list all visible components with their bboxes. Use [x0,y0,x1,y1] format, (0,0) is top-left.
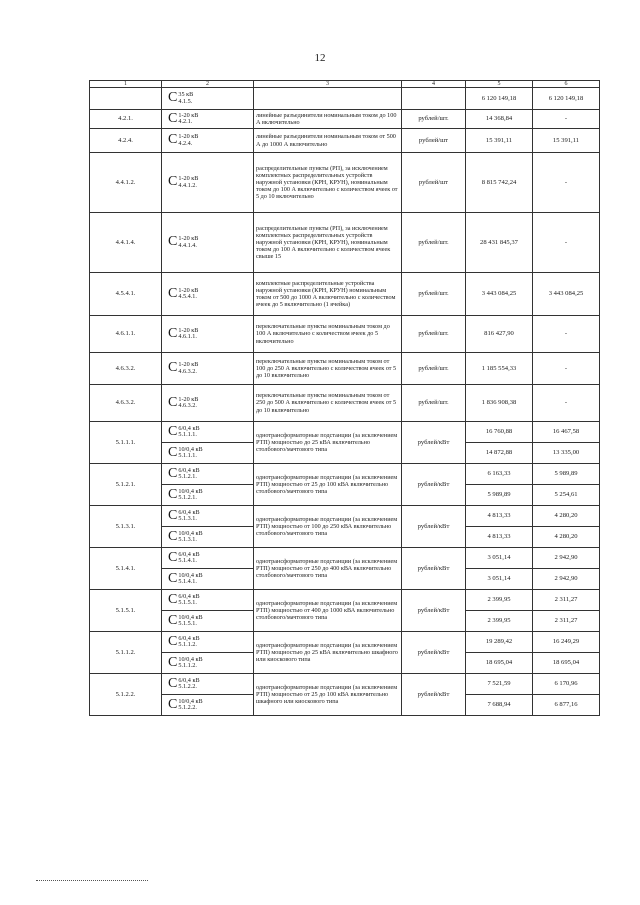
code-indices [178,636,199,649]
code-cell [162,632,254,653]
code-voltage: 6/0,4 кВ [178,676,200,684]
value-col6-cell: 2 942,90 [533,569,600,590]
code-cell [162,611,254,632]
unit-cell: рублей/шт. [402,385,466,422]
code-indices [178,176,198,189]
header-cell: 2 [162,81,254,88]
row-number-cell: 5.1.2.1. [90,464,162,506]
code-cell [162,316,254,353]
value-col5-cell: 14 872,88 [466,443,533,464]
code-subscript: 4.2.1. [178,118,193,125]
description-cell: распределительные пункты (РП), за исключением комплектных распределительных устройств наружной установки (КРН, КРУН), номинальным током до 100 А включительно с количеством ячеек свыше 15 [254,213,402,273]
code-cell [162,653,254,674]
value-col6-cell: 4 280,20 [533,506,600,527]
code-voltage: 6/0,4 кВ [178,550,200,558]
code-letter: C [168,444,178,460]
code-voltage: 6/0,4 кВ [178,424,200,432]
code-cell [162,273,254,316]
code-subscript: 5.1.1.2. [178,641,197,648]
unit-cell: рублей/шт. [402,273,466,316]
value-col5-cell: 18 695,04 [466,653,533,674]
row-number-cell: 4.2.4. [90,129,162,153]
footer-divider [36,880,148,881]
unit-cell: рублей/кВт [402,506,466,548]
code-subscript: 5.1.4.1. [178,578,197,585]
unit-cell: рублей/шт. [402,353,466,385]
table-row [90,273,600,316]
unit-cell: рублей/кВт [402,548,466,590]
code-cell [162,590,254,611]
code-voltage: 1-20 кВ [178,395,199,403]
unit-cell: рублей/шт. [402,110,466,129]
unit-cell: рублей/шт. [402,213,466,273]
code-letter: C [168,507,178,523]
code-letter: C [168,570,178,586]
code-indices [178,134,198,147]
code-indices [178,489,202,502]
code-subscript: 5.1.5.1. [178,599,197,606]
value-col5-cell: 6 163,33 [466,464,533,485]
code-cell [162,353,254,385]
row-number-cell: 5.1.4.1. [90,548,162,590]
unit-cell: рублей/шт [402,129,466,153]
value-col5-cell: 7 688,94 [466,695,533,716]
table-row [90,110,600,129]
unit-cell: рублей/кВт [402,632,466,674]
code-subscript: 4.4.1.4. [178,241,197,249]
code-letter: C [168,591,178,607]
row-number-cell: 5.1.1.2. [90,632,162,674]
value-col6-cell: - [533,153,600,213]
table-row [90,548,600,569]
value-col5-cell: 16 760,88 [466,422,533,443]
value-col6-cell: 6 170,96 [533,674,600,695]
description-cell: однотрансформаторные подстанции (за исключением РТП) мощностью до 25 кВА включительно столбового/мачтового типа [254,422,402,464]
code-letter: C [168,423,178,439]
row-number-cell: 4.6.3.2. [90,353,162,385]
description-cell: переключательные пункты номинальным током от 250 до 500 А включительно с количеством ячеек от 5 до 10 включительно [254,385,402,422]
unit-cell: рублей/кВт [402,422,466,464]
value-col6-cell: 6 120 149,18 [533,88,600,110]
code-subscript: 5.1.1.1. [178,431,197,438]
value-col5-cell: 2 399,95 [466,590,533,611]
code-letter: C [168,174,178,190]
unit-cell: рублей/кВт [402,464,466,506]
code-voltage: 10/0,4 кВ [178,529,203,537]
row-number-cell [90,88,162,110]
code-subscript: 4.2.4. [178,139,193,147]
description-cell: комплектные распределительные устройства наружной установки (КРН, КРУН) номинальным током от 500 до 1000 А включительно с количеством ячеек до 5 включительно (1 ячейка) [254,273,402,316]
value-col5-cell: 4 813,33 [466,506,533,527]
code-subscript: 4.6.1.1. [178,333,197,340]
unit-cell: рублей/кВт [402,590,466,632]
row-number-cell: 5.1.2.2. [90,674,162,716]
table-row [90,353,600,385]
row-number-cell: 4.6.3.2. [90,385,162,422]
code-voltage: 10/0,4 кВ [178,655,203,663]
unit-cell: рублей/шт [402,153,466,213]
code-voltage: 1-20 кВ [178,133,199,140]
value-col5-cell: 816 427,90 [466,316,533,353]
unit-cell: рублей/кВт [402,674,466,716]
description-cell [254,88,402,110]
code-cell [162,88,254,110]
value-col6-cell: 3 443 084,25 [533,273,600,316]
description-cell: однотрансформаторные подстанции (за исключением РТП) мощностью от 25 до 100 кВА включительно шкафного или киоскового типа [254,674,402,716]
code-subscript: 5.1.2.1. [178,473,197,480]
table-row [90,464,600,485]
code-subscript: 5.1.3.1. [178,536,197,543]
row-number-cell: 5.1.3.1. [90,506,162,548]
value-col5-cell: 8 815 742,24 [466,153,533,213]
code-cell [162,213,254,273]
table-row [90,422,600,443]
table-row [90,88,600,110]
header-cell: 6 [533,81,600,88]
value-col6-cell: - [533,353,600,385]
header-cell: 5 [466,81,533,88]
code-cell [162,674,254,695]
description-cell: однотрансформаторные подстанции (за исключением РТП) мощностью от 400 до 1000 кВА включительно столбового/мачтового типа [254,590,402,632]
code-indices [178,699,202,712]
code-letter: C [168,633,178,649]
code-voltage: 6/0,4 кВ [178,634,200,642]
code-cell [162,485,254,506]
description-cell: линейные разъединители номинальным током от 500 А до 1000 А включительно [254,129,402,153]
code-indices [178,113,198,126]
value-col6-cell: 6 877,16 [533,695,600,716]
code-voltage: 10/0,4 кВ [178,571,203,579]
value-col6-cell: 2 311,27 [533,590,600,611]
code-indices [178,468,199,481]
code-cell [162,422,254,443]
value-col5-cell: 1 836 908,38 [466,385,533,422]
value-col6-cell: 16 249,29 [533,632,600,653]
table-row [90,632,600,653]
code-cell [162,506,254,527]
code-letter: C [168,360,178,376]
code-voltage: 6/0,4 кВ [178,466,200,474]
code-cell [162,569,254,590]
code-cell [162,153,254,213]
code-voltage: 10/0,4 кВ [178,697,203,705]
code-indices [178,531,202,544]
header-cell: 3 [254,81,402,88]
code-subscript: 5.1.2.2. [178,704,197,711]
value-col6-cell: - [533,316,600,353]
value-col5-cell: 15 391,11 [466,129,533,153]
code-indices [178,510,199,523]
code-voltage: 10/0,4 кВ [178,445,203,453]
value-col5-cell: 28 431 845,37 [466,213,533,273]
code-voltage: 1-20 кВ [178,111,199,119]
code-subscript: 5.1.2.2. [178,683,197,690]
value-col6-cell: 5 989,89 [533,464,600,485]
code-subscript: 4.4.1.2. [178,181,197,189]
code-indices [178,552,199,565]
table-row [90,506,600,527]
value-col5-cell: 14 368,84 [466,110,533,129]
code-subscript: 4.6.3.2. [178,402,197,409]
value-col6-cell: - [533,213,600,273]
code-letter: C [168,394,178,410]
value-col6-cell: 4 280,20 [533,527,600,548]
code-subscript: 4.6.3.2. [178,367,197,375]
code-letter: C [168,696,178,712]
code-voltage: 1-20 кВ [178,361,199,368]
value-col6-cell: 5 254,61 [533,485,600,506]
code-subscript: 5.1.5.1. [178,620,197,627]
header-cell: 4 [402,81,466,88]
code-voltage: 1-20 кВ [178,235,199,242]
row-number-cell: 4.4.1.4. [90,213,162,273]
table-row [90,129,600,153]
table-row [90,213,600,273]
value-col6-cell: - [533,385,600,422]
row-number-cell: 4.6.1.1. [90,316,162,353]
value-col5-cell: 7 521,59 [466,674,533,695]
value-col5-cell: 5 989,89 [466,485,533,506]
code-letter: C [168,486,178,502]
code-letter: C [168,90,178,106]
code-voltage: 10/0,4 кВ [178,487,203,495]
value-col6-cell: 13 335,00 [533,443,600,464]
value-col5-cell: 3 443 084,25 [466,273,533,316]
code-cell [162,695,254,716]
description-cell: линейные разъединители номинальным током до 100 А включительно [254,110,402,129]
value-col5-cell: 19 289,42 [466,632,533,653]
code-letter: C [168,325,178,341]
code-subscript: 4.1.5. [178,97,193,105]
code-cell [162,527,254,548]
header-cell: 1 [90,81,162,88]
code-voltage: 10/0,4 кВ [178,613,203,621]
code-indices [178,328,198,341]
code-indices [178,447,202,460]
code-letter: C [168,528,178,544]
row-number-cell: 5.1.5.1. [90,590,162,632]
code-indices [178,678,199,691]
value-col6-cell: 15 391,11 [533,129,600,153]
code-letter: C [168,110,178,126]
row-number-cell: 4.2.1. [90,110,162,129]
table-row [90,674,600,695]
code-voltage: 1-20 кВ [178,286,199,294]
description-cell: распределительные пункты (РП), за исключением комплектных распределительных устройств наружной установки (КРН, КРУН), номинальным током до 100 А включительно с количеством ячеек от 5 до 10 включительно [254,153,402,213]
code-letter: C [168,234,178,250]
row-number-cell: 4.5.4.1. [90,273,162,316]
code-voltage: 6/0,4 кВ [178,508,200,516]
code-subscript: 5.1.4.1. [178,557,197,564]
code-cell [162,385,254,422]
code-voltage: 1-20 кВ [178,326,199,334]
code-indices [178,615,202,628]
code-indices [178,657,202,670]
page-number: 12 [314,52,326,64]
code-indices [178,236,198,249]
value-col5-cell: 4 813,33 [466,527,533,548]
code-indices [178,362,198,375]
code-letter: C [168,132,178,148]
code-cell [162,464,254,485]
code-cell [162,443,254,464]
code-indices [178,594,199,607]
code-letter: C [168,549,178,565]
value-col6-cell: 2 942,90 [533,548,600,569]
value-col6-cell: 2 311,27 [533,611,600,632]
code-indices [178,288,198,301]
description-cell: переключательные пункты номинальным током от 100 до 250 А включительно с количеством ячеек от 5 до 10 включительно [254,353,402,385]
code-cell [162,129,254,153]
code-cell [162,548,254,569]
code-letter: C [168,285,178,301]
tariff-table-body [90,81,600,716]
code-indices [178,92,193,105]
description-cell: однотрансформаторные подстанции (за исключением РТП) мощностью до 25 кВА включительно шкафного или киоскового типа [254,632,402,674]
description-cell: однотрансформаторные подстанции (за исключением РТП) мощностью от 250 до 400 кВА включительно столбового/мачтового типа [254,548,402,590]
value-col5-cell: 3 051,14 [466,548,533,569]
tariff-table [89,80,600,716]
table-row [90,153,600,213]
code-subscript: 5.1.3.1. [178,515,197,522]
value-col6-cell: 16 467,58 [533,422,600,443]
code-indices [178,397,198,410]
value-col5-cell: 6 120 149,18 [466,88,533,110]
code-letter: C [168,612,178,628]
table-row [90,590,600,611]
code-voltage: 1-20 кВ [178,175,199,182]
table-row [90,385,600,422]
table-row [90,316,600,353]
code-voltage: 6/0,4 кВ [178,592,200,600]
value-col6-cell: 18 695,04 [533,653,600,674]
code-voltage: 35 кВ [178,91,194,98]
row-number-cell: 4.4.1.2. [90,153,162,213]
description-cell: однотрансформаторные подстанции (за исключением РТП) мощностью от 100 до 250 кВА включительно столбового/мачтового типа [254,506,402,548]
row-number-cell: 5.1.1.1. [90,422,162,464]
code-subscript: 5.1.1.1. [178,452,197,459]
code-subscript: 5.1.1.2. [178,662,197,669]
code-letter: C [168,654,178,670]
header-row [90,81,600,88]
code-indices [178,426,199,439]
value-col5-cell: 2 399,95 [466,611,533,632]
code-letter: C [168,675,178,691]
code-indices [178,573,202,586]
description-cell: однотрансформаторные подстанции (за исключением РТП) мощностью от 25 до 100 кВА включительно столбового/мачтового типа [254,464,402,506]
unit-cell [402,88,466,110]
description-cell: переключательные пункты номинальным током до 100 А включительно с количеством ячеек до 5 включительно [254,316,402,353]
value-col6-cell: - [533,110,600,129]
code-cell [162,110,254,129]
unit-cell: рублей/шт. [402,316,466,353]
code-letter: C [168,465,178,481]
code-subscript: 5.1.2.1. [178,494,197,501]
value-col5-cell: 1 185 554,33 [466,353,533,385]
value-col5-cell: 3 051,14 [466,569,533,590]
code-subscript: 4.5.4.1. [178,293,197,300]
